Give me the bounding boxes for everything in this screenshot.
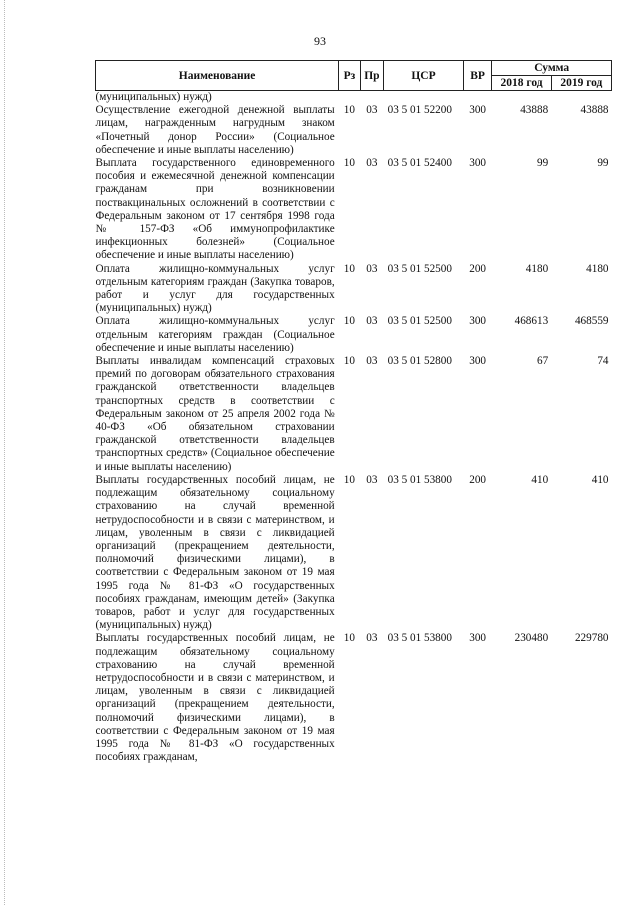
row-sum-2019: 4180 <box>586 262 609 275</box>
row-name: Выплаты государственных пособий лицам, не подлежащим обязательному социальному страхованию на случай временной нетрудоспособности и в связи с материнством, и лицам, уволенным в связи с ликвидацией организаций (прекращением деятельности, полномочий физическими лицами), в соответствии с Федеральным законом от 19 мая 1995 года № 81-ФЗ «О государственных пособиях гражданам, имеющим детей» (Закупка товаров, работ и услуг для государственных (муниципальных) нужд) <box>95 473 335 632</box>
table-header <box>96 61 612 91</box>
row-sum-2018: 99 <box>536 157 549 170</box>
row-vr: 200 <box>469 473 486 486</box>
continuation-text: (муниципальных) нужд) <box>95 91 212 103</box>
row-csr: 03 5 01 53800 <box>387 473 452 486</box>
budget-table <box>95 60 612 764</box>
row-sum-2018: 410 <box>531 473 549 486</box>
row-vr: 300 <box>469 104 486 117</box>
header-year-2018: 2018 год <box>492 76 551 91</box>
row-name: Оплата жилищно-коммунальных услуг отдельным категориям граждан (Закупка товаров, работ и услуг для государственных (муниципальных) нужд) <box>95 262 335 315</box>
row-csr: 03 5 01 53800 <box>387 632 452 645</box>
row-sum-2019: 468559 <box>574 315 609 328</box>
row-csr: 03 5 01 52800 <box>387 355 452 368</box>
row-pr: 03 <box>366 315 378 328</box>
header-vr: ВР <box>463 61 492 91</box>
row-pr: 03 <box>366 473 378 486</box>
row-name: Выплаты государственных пособий лицам, не подлежащим обязательному социальному страхованию на случай временной нетрудоспособности и в связи с материнством, и лицам, уволенным в связи с ликвидацией организаций (прекращением деятельности, полномочий физическими лицами), в соответствии с Федеральным законом от 19 мая 1995 года № 81-ФЗ «О государственных пособиях гражданам, <box>95 632 335 764</box>
row-pr: 03 <box>366 104 378 117</box>
row-vr: 200 <box>469 262 486 275</box>
row-csr: 03 5 01 52500 <box>387 262 452 275</box>
header-pr: Пр <box>360 61 384 91</box>
row-pr: 03 <box>366 355 378 368</box>
row-rz: 10 <box>343 473 355 486</box>
table-row <box>96 474 612 632</box>
row-name: Оплата жилищно-коммунальных услуг отдельным категориям граждан (Социальное обеспечение и иные выплаты населению) <box>95 315 335 354</box>
row-rz: 10 <box>343 355 355 368</box>
header-sum: Сумма <box>492 61 612 76</box>
page-number: 93 <box>314 34 326 48</box>
row-vr: 300 <box>469 355 486 368</box>
row-name: Выплата государственного единовременного пособия и ежемесячной денежной компенсации гражданам при возникновении поствакцинальных осложнений в соответствии с Федеральным законом от 17 сентября 1998 года № 157-ФЗ «Об иммунопрофилактике инфекционных болезней» (Социальное обеспечение и иные выплаты населению) <box>95 157 335 262</box>
row-rz: 10 <box>343 262 355 275</box>
row-rz: 10 <box>343 632 355 645</box>
header-year-2019: 2019 год <box>551 76 611 91</box>
row-csr: 03 5 01 52200 <box>387 104 452 117</box>
table-row <box>96 104 612 157</box>
row-sum-2018: 4180 <box>525 262 549 275</box>
row-sum-2019: 43888 <box>580 104 609 117</box>
table-row <box>96 315 612 355</box>
row-sum-2018: 468613 <box>514 315 549 328</box>
row-rz: 10 <box>343 157 355 170</box>
row-csr: 03 5 01 52500 <box>387 315 452 328</box>
row-rz: 10 <box>343 315 355 328</box>
row-vr: 300 <box>469 157 486 170</box>
row-pr: 03 <box>366 262 378 275</box>
row-sum-2018: 67 <box>536 355 549 368</box>
row-sum-2019: 74 <box>597 355 609 368</box>
row-pr: 03 <box>366 632 378 645</box>
row-sum-2019: 410 <box>591 473 609 486</box>
continuation-row <box>96 91 612 105</box>
table-row <box>96 157 612 263</box>
header-rz: Рз <box>339 61 360 91</box>
row-name: Выплаты инвалидам компенсаций страховых премий по договорам обязательного страхования гражданской ответственности владельцев транспортных средств в соответствии с Федеральным законом от 25 апреля 2002 года № 40-ФЗ «Об обязательном страховании гражданской ответственности владельцев транспортных средств» (Социальное обеспечение и иные выплаты населению) <box>95 355 335 473</box>
row-csr: 03 5 01 52400 <box>387 157 452 170</box>
table-row <box>96 632 612 764</box>
row-sum-2018: 230480 <box>514 632 549 645</box>
row-pr: 03 <box>366 157 378 170</box>
table-row <box>96 263 612 316</box>
page-edge-dots <box>4 0 7 905</box>
row-rz: 10 <box>343 104 355 117</box>
row-sum-2019: 229780 <box>574 632 609 645</box>
row-vr: 300 <box>469 315 486 328</box>
header-name: Наименование <box>96 61 339 91</box>
table-row <box>96 355 612 474</box>
row-sum-2018: 43888 <box>520 104 549 117</box>
row-vr: 300 <box>469 632 486 645</box>
header-csr: ЦСР <box>384 61 464 91</box>
row-sum-2019: 99 <box>597 157 609 170</box>
row-name: Осуществление ежегодной денежной выплаты лицам, награжденным нагрудным знаком «Почетный донор России» (Социальное обеспечение и иные выплаты населению) <box>95 104 335 156</box>
